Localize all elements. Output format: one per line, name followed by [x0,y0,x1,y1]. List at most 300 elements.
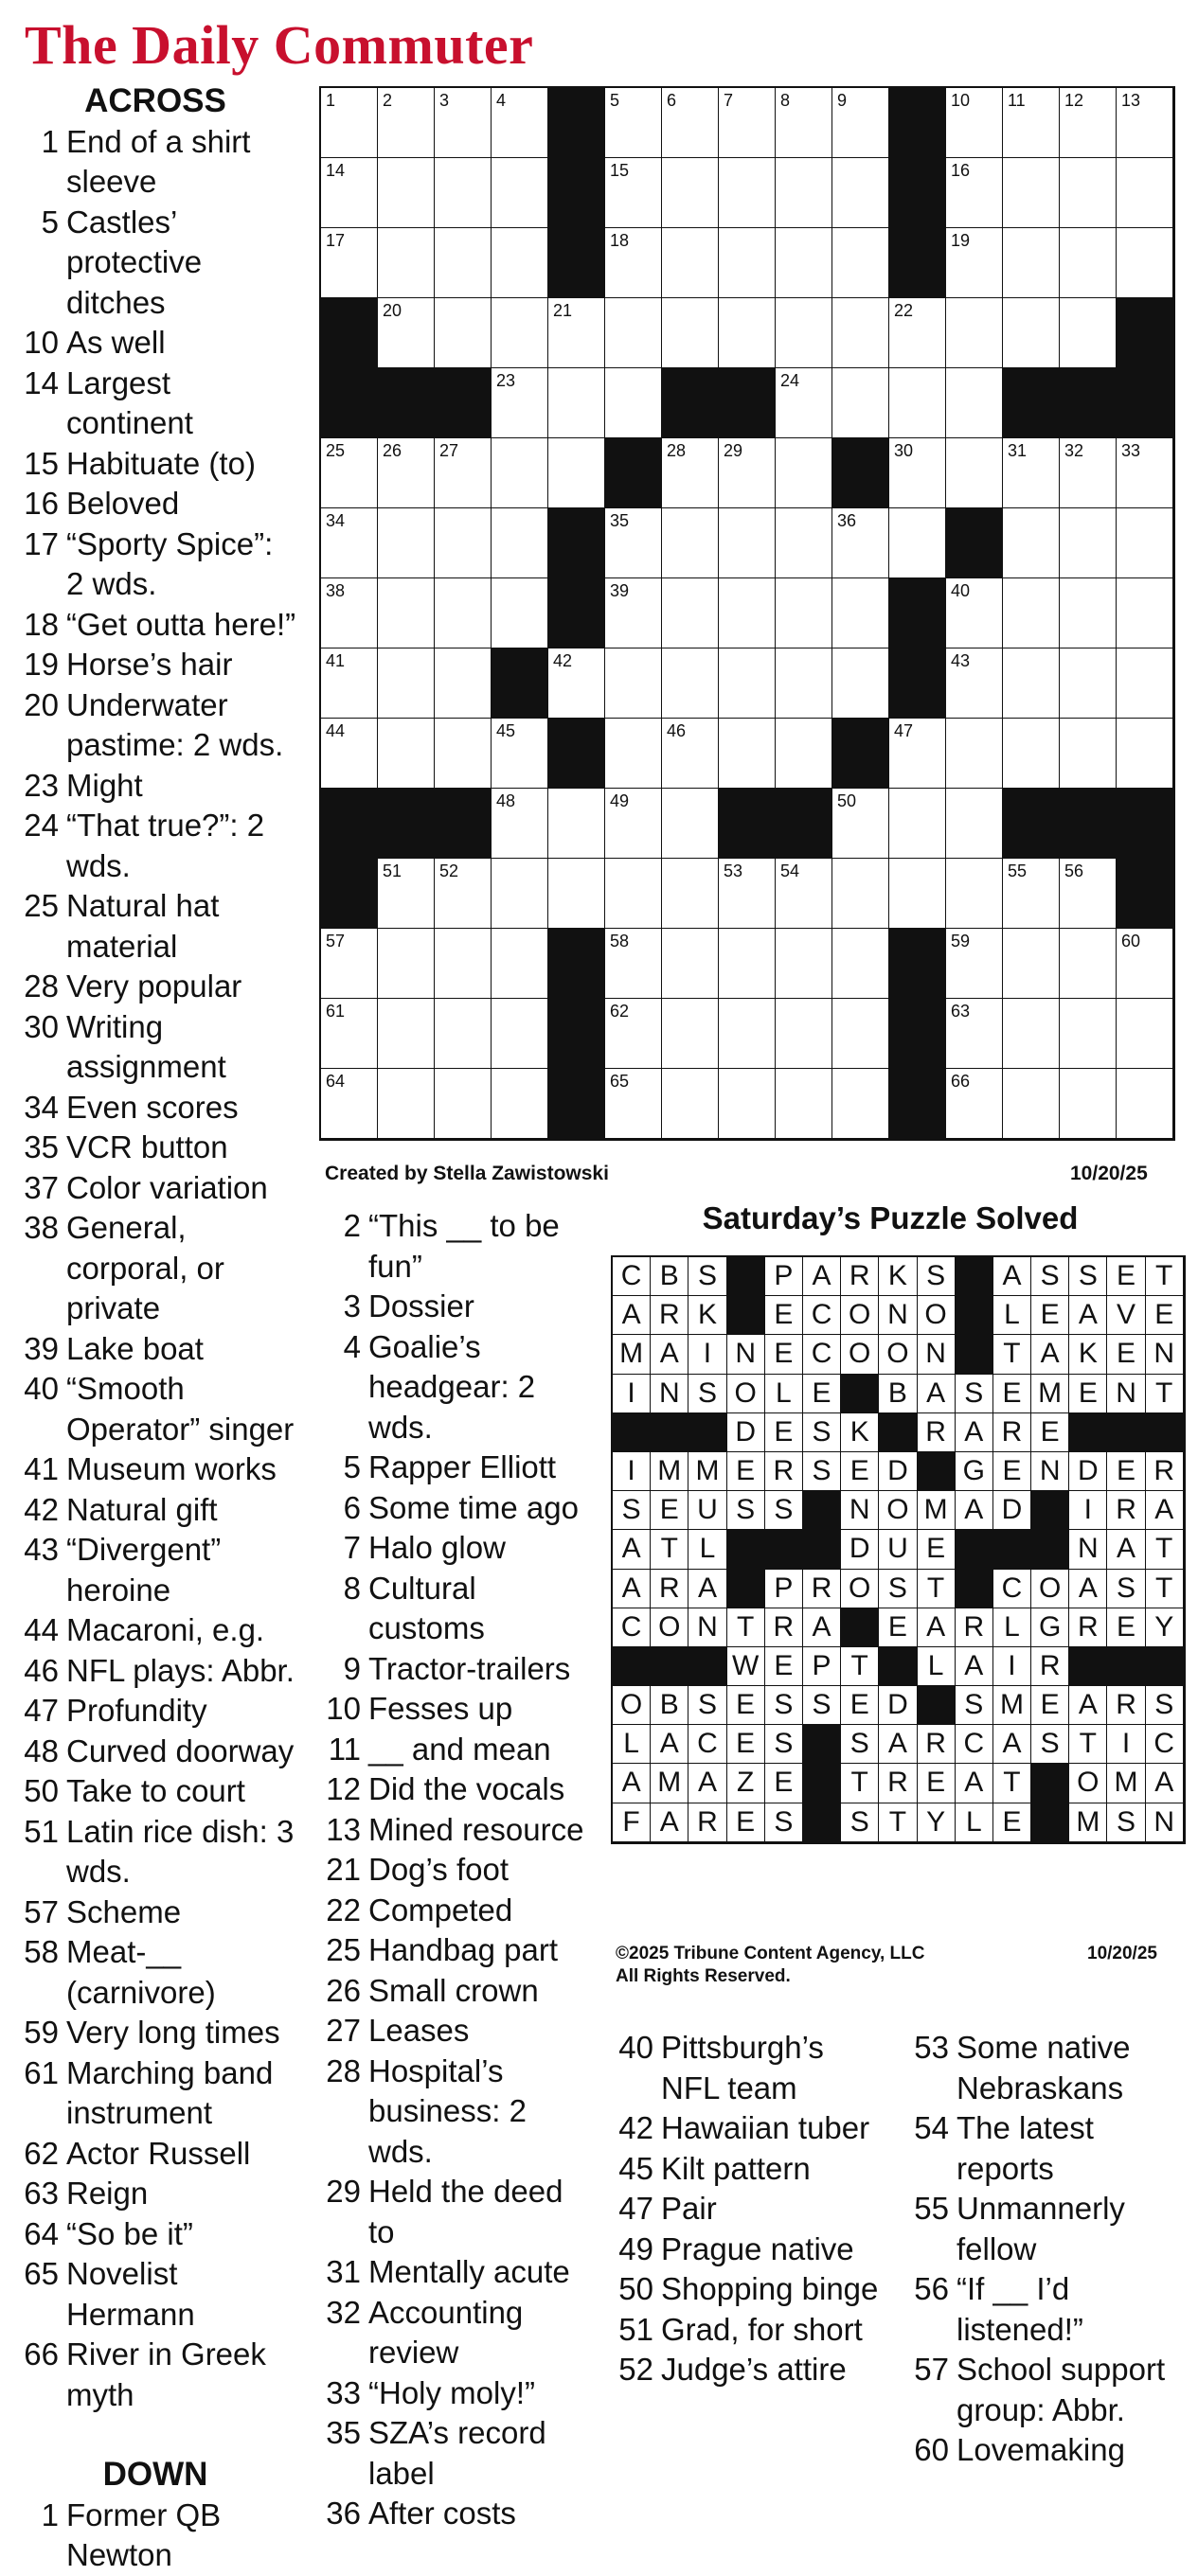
clue [13,2174,297,2214]
grid-cell[interactable] [492,859,548,929]
grid-cell[interactable] [378,719,435,789]
grid-cell[interactable] [605,578,662,648]
clue [13,2254,297,2335]
clue-number: 46 [24,1652,59,1688]
grid-cell[interactable] [1117,158,1173,228]
grid-cell[interactable] [378,859,435,929]
grid-cell[interactable] [321,929,378,999]
grid-cell[interactable] [776,508,832,578]
grid-cell[interactable] [1003,88,1060,158]
grid-cell[interactable] [492,508,548,578]
grid-cell[interactable] [946,298,1003,368]
grid-cell[interactable] [435,508,492,578]
grid-cell[interactable] [321,1069,378,1139]
grid-cell[interactable] [1060,88,1117,158]
grid-cell[interactable] [832,859,889,929]
clue-text: Reign [66,2176,149,2211]
cell-number: 13 [1121,91,1141,110]
grid-cell[interactable] [662,438,719,508]
solution-letter: T [993,1764,1031,1803]
grid-cell[interactable] [605,368,662,438]
grid-cell[interactable] [321,508,378,578]
grid-cell[interactable] [832,929,889,999]
solution-letter: E [1107,1257,1145,1296]
grid-cell[interactable] [1117,929,1173,999]
grid-cell[interactable] [492,1069,548,1139]
grid-cell[interactable] [662,789,719,859]
solution-letter: D [727,1413,765,1452]
cell-number: 39 [610,581,630,600]
grid-cell[interactable] [605,228,662,298]
clue-text: Largest continent [66,364,193,440]
solution-black-square [956,1335,993,1374]
grid-cell[interactable] [719,158,776,228]
clue [13,1329,297,1370]
clue-text: Held the deed to [368,2174,563,2249]
grid-cell[interactable] [662,578,719,648]
down-clues-continued-3 [902,2028,1195,2471]
solution-letter: N [1146,1335,1184,1374]
clue-number: 2 [343,1208,361,1243]
down-clues-continued-2 [606,2028,890,2390]
grid-cell[interactable] [1117,1069,1173,1139]
grid-cell[interactable] [492,228,548,298]
clue-number: 33 [326,2374,361,2410]
clue-text: Some native Nebraskans [957,2030,1131,2105]
solution-letter: L [918,1647,956,1686]
clue [13,122,297,203]
grid-cell[interactable] [321,88,378,158]
grid-cell[interactable] [1003,859,1060,929]
grid-cell[interactable] [321,648,378,719]
black-square [1117,368,1173,438]
grid-cell[interactable] [1003,438,1060,508]
grid-cell[interactable] [889,719,946,789]
grid-cell[interactable] [1117,508,1173,578]
grid-cell[interactable] [1003,298,1060,368]
grid-cell[interactable] [776,648,832,719]
grid-cell[interactable] [605,158,662,228]
solution-letter: A [1107,1530,1145,1569]
grid-cell[interactable] [548,859,605,929]
clue-text: Novelist Hermann [66,2256,195,2332]
grid-cell[interactable] [946,859,1003,929]
grid-cell[interactable] [776,1069,832,1139]
grid-cell[interactable] [378,999,435,1069]
solution-black-square [688,1647,726,1686]
grid-cell[interactable] [1003,578,1060,648]
clue [606,2230,890,2270]
grid-cell[interactable] [605,719,662,789]
grid-cell[interactable] [492,298,548,368]
clue [606,2350,890,2390]
grid-cell[interactable] [605,88,662,158]
grid-cell[interactable] [662,298,719,368]
clue-number: 32 [326,2294,361,2330]
grid-cell[interactable] [378,929,435,999]
grid-cell[interactable] [1003,508,1060,578]
grid-cell[interactable] [378,158,435,228]
grid-cell[interactable] [662,88,719,158]
solution-letter: L [993,1296,1031,1335]
solution-letter: S [956,1375,993,1413]
grid-cell[interactable] [492,578,548,648]
grid-cell[interactable] [605,789,662,859]
grid-cell[interactable] [435,929,492,999]
grid-cell[interactable] [435,158,492,228]
grid-cell[interactable] [719,298,776,368]
grid-cell[interactable] [832,1069,889,1139]
grid-cell[interactable] [719,88,776,158]
grid-cell[interactable] [719,859,776,929]
black-square [889,578,946,648]
grid-cell[interactable] [1060,438,1117,508]
grid-cell[interactable] [321,578,378,648]
black-square [889,648,946,719]
grid-cell[interactable] [1003,719,1060,789]
grid-cell[interactable] [321,158,378,228]
grid-cell[interactable] [435,88,492,158]
clue-number: 59 [24,2015,59,2050]
grid-cell[interactable] [662,859,719,929]
grid-cell[interactable] [1003,158,1060,228]
grid-cell[interactable] [492,88,548,158]
grid-cell[interactable] [776,719,832,789]
grid-cell[interactable] [946,1069,1003,1139]
grid-cell[interactable] [321,719,378,789]
grid-cell[interactable] [1117,88,1173,158]
grid-cell[interactable] [832,578,889,648]
grid-cell[interactable] [719,508,776,578]
grid-cell[interactable] [776,999,832,1069]
grid-cell[interactable] [889,298,946,368]
cell-number: 36 [837,511,857,530]
grid-cell[interactable] [832,368,889,438]
grid-cell[interactable] [1060,158,1117,228]
solution-black-square [727,1296,765,1335]
clue-text: Competed [368,1892,513,1928]
solution-letter: A [613,1764,651,1803]
solution-letter: O [879,1491,917,1530]
clue [317,2413,597,2494]
grid-cell[interactable] [1003,1069,1060,1139]
grid-cell[interactable] [605,508,662,578]
grid-cell[interactable] [548,438,605,508]
cell-number: 51 [383,862,402,880]
cell-number: 55 [1008,862,1028,880]
grid-cell[interactable] [889,368,946,438]
grid-cell[interactable] [1003,648,1060,719]
grid-cell[interactable] [776,929,832,999]
grid-cell[interactable] [662,508,719,578]
clue [13,1168,297,1209]
grid-cell[interactable] [946,719,1003,789]
grid-cell[interactable] [1060,228,1117,298]
grid-cell[interactable] [719,228,776,298]
grid-cell[interactable] [832,158,889,228]
grid-cell[interactable] [776,578,832,648]
solution-letter: B [879,1375,917,1413]
grid-cell[interactable] [832,228,889,298]
solution-letter: E [727,1803,765,1842]
solution-letter: W [727,1647,765,1686]
solution-letter: E [765,1335,803,1374]
grid-cell[interactable] [321,438,378,508]
clue-number: 64 [24,2215,59,2251]
grid-cell[interactable] [776,298,832,368]
grid-cell[interactable] [946,789,1003,859]
grid-cell[interactable] [662,999,719,1069]
solution-letter: S [1031,1257,1069,1296]
grid-cell[interactable] [1060,1069,1117,1139]
solution-letter: T [727,1608,765,1647]
grid-cell[interactable] [946,158,1003,228]
grid-cell[interactable] [946,88,1003,158]
solution-letter: A [956,1413,993,1452]
grid-cell[interactable] [946,368,1003,438]
grid-cell[interactable] [946,929,1003,999]
grid-cell[interactable] [1003,929,1060,999]
clue-text: Cultural customs [368,1570,485,1645]
grid-cell[interactable] [378,1069,435,1139]
grid-cell[interactable] [1117,999,1173,1069]
solution-letter: E [765,1413,803,1452]
solution-letter: M [1031,1375,1069,1413]
grid-cell[interactable] [889,859,946,929]
grid-cell[interactable] [1003,999,1060,1069]
solution-letter: S [803,1686,841,1725]
black-square [1060,789,1117,859]
grid-cell[interactable] [719,1069,776,1139]
grid-cell[interactable] [662,158,719,228]
grid-cell[interactable] [776,228,832,298]
clue-text: Natural gift [66,1491,218,1527]
clue-text: “If __ I’d listened!” [957,2271,1083,2347]
grid-cell[interactable] [889,508,946,578]
solution-letter: F [613,1803,651,1842]
grid-cell[interactable] [321,228,378,298]
solution-letter: E [841,1686,879,1725]
grid-cell[interactable] [832,508,889,578]
grid-cell[interactable] [1003,228,1060,298]
solution-letter: C [993,1570,1031,1608]
grid-cell[interactable] [1117,719,1173,789]
grid-cell[interactable] [662,1069,719,1139]
grid-cell[interactable] [492,999,548,1069]
grid-cell[interactable] [719,719,776,789]
grid-cell[interactable] [605,929,662,999]
grid-cell[interactable] [1060,719,1117,789]
grid-cell[interactable] [1060,508,1117,578]
solution-letter: B [651,1686,688,1725]
grid-cell[interactable] [378,298,435,368]
cell-number: 60 [1121,932,1141,950]
solution-letter: Y [918,1803,956,1842]
grid-cell[interactable] [719,999,776,1069]
grid-cell[interactable] [1060,648,1117,719]
grid-cell[interactable] [492,438,548,508]
grid-cell[interactable] [719,648,776,719]
cell-number: 11 [1008,91,1026,110]
solution-letter: R [879,1764,917,1803]
solution-letter: A [1069,1570,1107,1608]
grid-cell[interactable] [832,648,889,719]
clue-text: Latin rice dish: 3 wds. [66,1813,295,1889]
grid-cell[interactable] [548,298,605,368]
grid-cell[interactable] [776,859,832,929]
grid-cell[interactable] [832,999,889,1069]
across-header: ACROSS [84,82,226,119]
grid-cell[interactable] [492,719,548,789]
grid-cell[interactable] [1060,578,1117,648]
grid-cell[interactable] [435,859,492,929]
black-square [548,929,605,999]
solution-letter: S [1107,1803,1145,1842]
grid-cell[interactable] [492,368,548,438]
grid-cell[interactable] [719,578,776,648]
solution-black-square [1031,1803,1069,1842]
grid-cell[interactable] [435,228,492,298]
grid-cell[interactable] [492,158,548,228]
grid-cell[interactable] [605,648,662,719]
cell-number: 42 [553,651,573,670]
clue-number: 61 [24,2054,59,2090]
clue-number: 23 [24,767,59,803]
grid-cell[interactable] [1060,298,1117,368]
solved-title: Saturday’s Puzzle Solved [702,1200,1079,1235]
grid-cell[interactable] [946,228,1003,298]
grid-cell[interactable] [776,88,832,158]
grid-cell[interactable] [832,298,889,368]
grid-cell[interactable] [1117,648,1173,719]
solution-black-square [803,1725,841,1764]
solution-letter: T [651,1530,688,1569]
grid-cell[interactable] [1117,228,1173,298]
black-square [378,789,435,859]
clue-number: 66 [24,2336,59,2372]
solution-letter: I [688,1335,726,1374]
clue-text: Judge’s attire [661,2352,847,2387]
cell-number: 29 [724,441,743,460]
grid-cell[interactable] [492,789,548,859]
grid-cell[interactable] [435,999,492,1069]
grid-cell[interactable] [605,999,662,1069]
grid-cell[interactable] [1117,438,1173,508]
solution-letter: E [1031,1413,1069,1452]
grid-cell[interactable] [378,228,435,298]
grid-cell[interactable] [1060,929,1117,999]
grid-cell[interactable] [662,648,719,719]
grid-cell[interactable] [492,929,548,999]
grid-cell[interactable] [435,298,492,368]
clue-text: Handbag part [368,1932,558,1967]
grid-cell[interactable] [378,508,435,578]
black-square [548,508,605,578]
grid-cell[interactable] [776,368,832,438]
grid-cell[interactable] [321,999,378,1069]
grid-cell[interactable] [832,88,889,158]
grid-cell[interactable] [832,789,889,859]
grid-cell[interactable] [378,88,435,158]
clue [13,524,297,605]
solution-letter: R [1107,1686,1145,1725]
grid-cell[interactable] [946,578,1003,648]
solution-black-square [956,1296,993,1335]
grid-cell[interactable] [662,929,719,999]
clue-text: “So be it” [66,2215,193,2251]
grid-cell[interactable] [719,929,776,999]
cell-number: 66 [951,1072,971,1091]
grid-cell[interactable] [889,789,946,859]
solution-black-square [956,1257,993,1296]
grid-cell[interactable] [435,1069,492,1139]
grid-cell[interactable] [1117,578,1173,648]
grid-cell[interactable] [776,158,832,228]
grid-cell[interactable] [435,719,492,789]
cell-number: 26 [383,441,402,460]
solution-letter: S [765,1686,803,1725]
cell-number: 33 [1121,441,1141,460]
grid-cell[interactable] [605,298,662,368]
clue-number: 54 [914,2110,949,2145]
grid-cell[interactable] [378,438,435,508]
cell-number: 35 [610,511,630,530]
grid-cell[interactable] [605,859,662,929]
solution-letter: L [956,1803,993,1842]
clue-number: 49 [618,2230,653,2266]
grid-cell[interactable] [946,648,1003,719]
grid-cell[interactable] [605,1069,662,1139]
solution-letter: A [956,1647,993,1686]
grid-cell[interactable] [946,999,1003,1069]
solution-letter: A [993,1725,1031,1764]
grid-cell[interactable] [435,438,492,508]
grid-cell[interactable] [662,228,719,298]
grid-cell[interactable] [889,438,946,508]
grid-cell[interactable] [719,438,776,508]
clue [13,203,297,324]
clue [606,2189,890,2230]
solution-letter: D [841,1530,879,1569]
clue [13,323,297,364]
grid-cell[interactable] [776,438,832,508]
solution-letter: A [956,1491,993,1530]
black-square [1117,859,1173,929]
grid-cell[interactable] [435,648,492,719]
clue-number: 51 [618,2311,653,2347]
grid-cell[interactable] [662,719,719,789]
solution-letter: C [1146,1725,1184,1764]
grid-cell[interactable] [946,438,1003,508]
solution-letter: I [993,1647,1031,1686]
grid-cell[interactable] [378,578,435,648]
solution-letter: M [651,1764,688,1803]
grid-cell[interactable] [548,648,605,719]
solution-letter: A [1069,1686,1107,1725]
black-square [548,719,605,789]
solution-letter: G [1031,1608,1069,1647]
solution-letter: S [765,1725,803,1764]
solution-black-square [1031,1491,1069,1530]
grid-cell[interactable] [378,648,435,719]
grid-cell[interactable] [1060,859,1117,929]
grid-cell[interactable] [1060,999,1117,1069]
cell-number: 21 [553,301,573,320]
grid-cell[interactable] [548,789,605,859]
grid-cell[interactable] [548,368,605,438]
grid-cell[interactable] [435,578,492,648]
clue [317,1891,597,1931]
